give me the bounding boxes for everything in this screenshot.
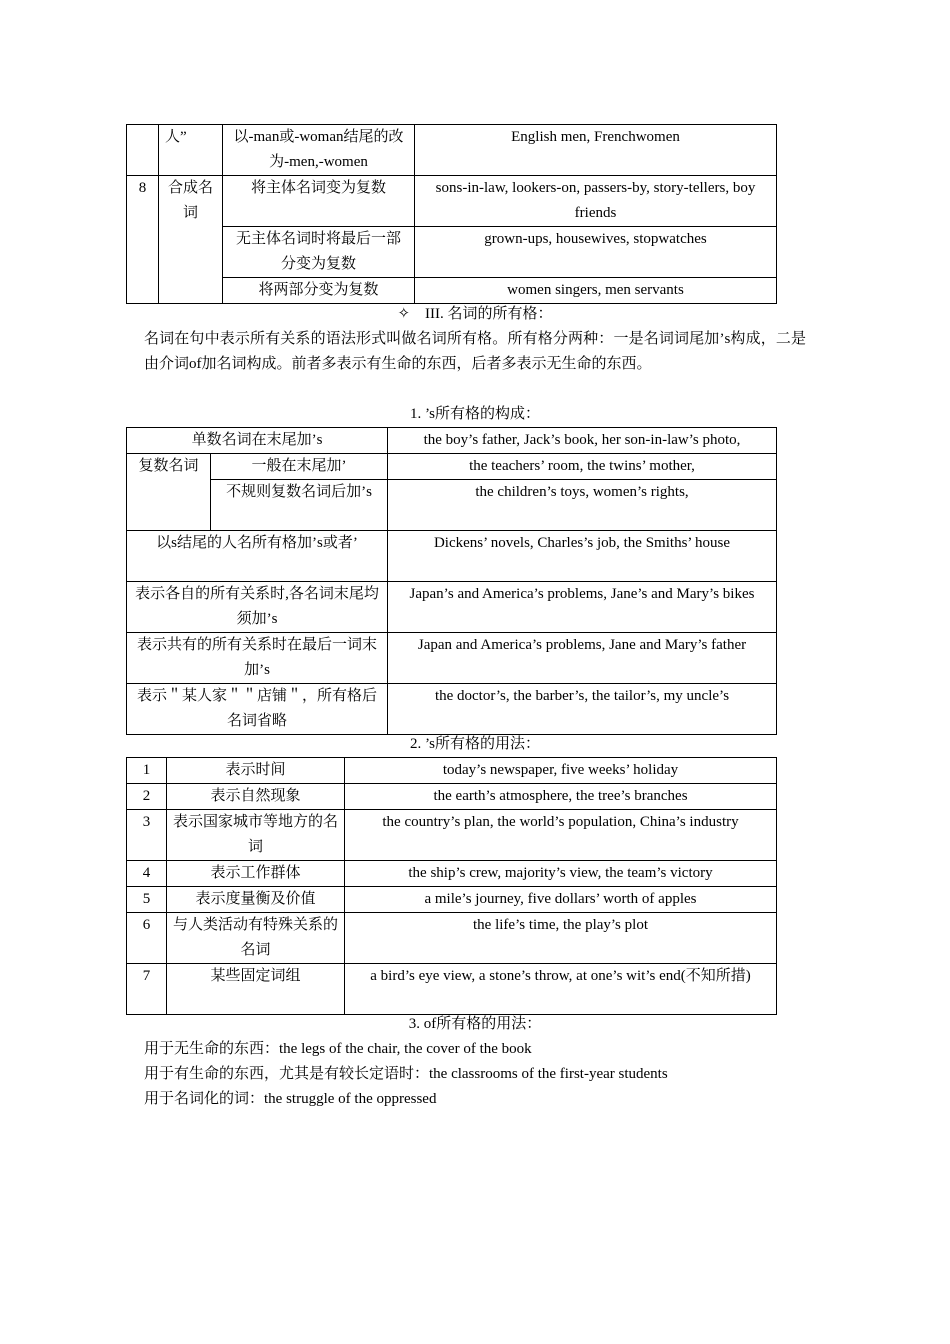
- row-number: 2: [127, 784, 167, 810]
- table-row: [127, 227, 777, 278]
- table-row: [127, 684, 777, 735]
- usage-cell: 表示时间: [167, 758, 345, 784]
- examples-cell: sons-in-law, lookers-on, passers-by, story-tellers, boy friends: [415, 176, 777, 227]
- row-number: 3: [127, 810, 167, 861]
- table-row: [127, 633, 777, 684]
- usage-cell: 表示度量衡及价值: [167, 887, 345, 913]
- table-row: [127, 428, 777, 454]
- part1-title: 1. ’s所有格的构成：: [409, 406, 540, 422]
- table-row: [127, 784, 777, 810]
- group-cell: 复数名词: [127, 454, 211, 531]
- table-row: [127, 480, 777, 531]
- intro-paragraph: 名词在句中表示所有关系的语法形式叫做名词所有格。所有格分两种：一是名词词尾加’s构成，二是由介词of加名词构成。前者多表示有生命的东西，后者多表示无生命的东西。: [144, 331, 806, 372]
- examples-cell: the children’s toys, women’s rights,: [388, 480, 777, 531]
- usage-cell: 表示国家城市等地方的名词: [167, 810, 345, 861]
- table-row: [127, 913, 777, 964]
- rule-cell: 一般在末尾加’: [211, 454, 388, 480]
- rule-cell: 以-man或-woman结尾的改为-men,-women: [223, 125, 415, 176]
- rule-cell: 表示＂某人家＂＂店铺＂，所有格后名词省略: [127, 684, 388, 735]
- table-row: [127, 861, 777, 887]
- plural-rules-table: [126, 124, 777, 304]
- rule-cell: 表示各自的所有关系时,各名词末尾均须加’s: [127, 582, 388, 633]
- examples-cell: the boy’s father, Jack’s book, her son-in-law’s photo,: [388, 428, 777, 454]
- of-usage-line: 用于有生命的东西，尤其是有较长定语时：the classrooms of the first-year students: [144, 1066, 668, 1082]
- usage-cell: 表示工作群体: [167, 861, 345, 887]
- table-row: [127, 454, 777, 480]
- usage-table: [126, 757, 777, 1015]
- table-row: [127, 176, 777, 227]
- examples-cell: a mile’s journey, five dollars’ worth of apples: [345, 887, 777, 913]
- examples-cell: the life’s time, the play’s plot: [345, 913, 777, 964]
- examples-cell: the country’s plan, the world’s population, China’s industry: [345, 810, 777, 861]
- table-row: [127, 887, 777, 913]
- table-row: [127, 125, 777, 176]
- table-row: [127, 810, 777, 861]
- row-number: 7: [127, 964, 167, 1015]
- usage-cell: 表示自然现象: [167, 784, 345, 810]
- of-usage-line: 用于名词化的词：the struggle of the oppressed: [144, 1091, 437, 1107]
- section-heading: ✧ III. 名词的所有格：: [397, 306, 553, 322]
- table-row: [127, 964, 777, 1015]
- row-number: [127, 125, 159, 176]
- examples-cell: English men, Frenchwomen: [415, 125, 777, 176]
- examples-cell: the earth’s atmosphere, the tree’s branches: [345, 784, 777, 810]
- row-number: 1: [127, 758, 167, 784]
- examples-cell: a bird’s eye view, a stone’s throw, at one’s wit’s end(不知所措): [345, 964, 777, 1015]
- part2-title: 2. ’s所有格的用法：: [409, 736, 540, 752]
- rule-cell: 表示共有的所有关系时在最后一词末加’s: [127, 633, 388, 684]
- table-row: [127, 278, 777, 304]
- rule-cell: 单数名词在末尾加’s: [127, 428, 388, 454]
- usage-cell: 与人类活动有特殊关系的名词: [167, 913, 345, 964]
- rule-cell: 以s结尾的人名所有格加’s或者’: [127, 531, 388, 582]
- examples-cell: the teachers’ room, the twins’ mother,: [388, 454, 777, 480]
- formation-table: [126, 427, 777, 735]
- rule-cell: 将主体名词变为复数: [223, 176, 415, 227]
- row-number: 5: [127, 887, 167, 913]
- table-row: [127, 758, 777, 784]
- rule-cell: 无主体名词时将最后一部分变为复数: [223, 227, 415, 278]
- examples-cell: the ship’s crew, majority’s view, the team’s victory: [345, 861, 777, 887]
- examples-cell: women singers, men servants: [415, 278, 777, 304]
- category-cell: 人”: [159, 125, 223, 176]
- rule-cell: 将两部分变为复数: [223, 278, 415, 304]
- table-row: [127, 582, 777, 633]
- examples-cell: Dickens’ novels, Charles’s job, the Smiths’ house: [388, 531, 777, 582]
- category-cell: 合成名词: [159, 176, 223, 304]
- examples-cell: Japan’s and America’s problems, Jane’s and Mary’s bikes: [388, 582, 777, 633]
- table-row: [127, 531, 777, 582]
- examples-cell: grown-ups, housewives, stopwatches: [415, 227, 777, 278]
- examples-cell: Japan and America’s problems, Jane and Mary’s father: [388, 633, 777, 684]
- row-number: 8: [127, 176, 159, 304]
- examples-cell: today’s newspaper, five weeks’ holiday: [345, 758, 777, 784]
- row-number: 6: [127, 913, 167, 964]
- rule-cell: 不规则复数名词后加’s: [211, 480, 388, 531]
- part3-title: 3. of所有格的用法：: [408, 1016, 542, 1032]
- usage-cell: 某些固定词组: [167, 964, 345, 1015]
- row-number: 4: [127, 861, 167, 887]
- examples-cell: the doctor’s, the barber’s, the tailor’s, my uncle’s: [388, 684, 777, 735]
- of-usage-line: 用于无生命的东西：the legs of the chair, the cover of the book: [144, 1041, 532, 1057]
